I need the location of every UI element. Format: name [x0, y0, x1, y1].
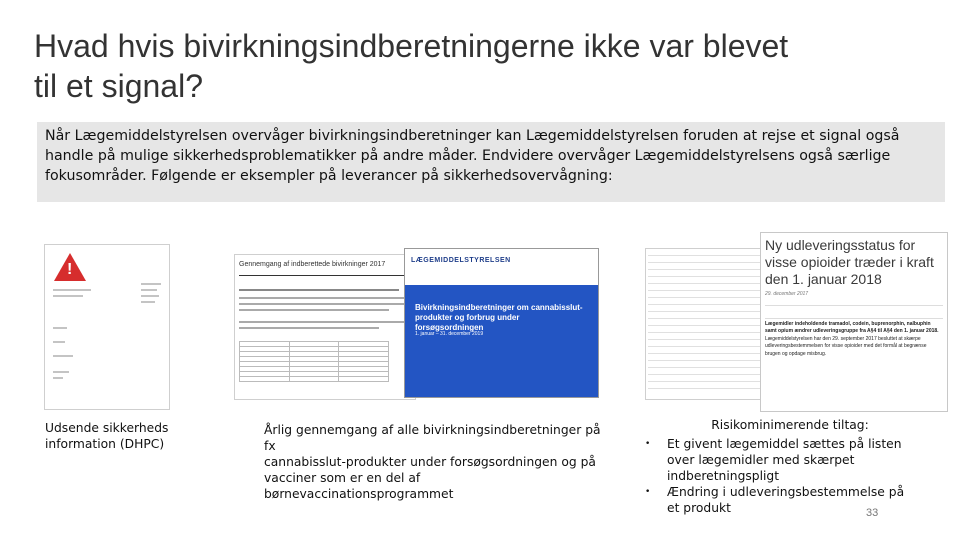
slide-title [34, 26, 934, 106]
text-line [239, 303, 407, 305]
intro-text: Når Lægemiddelstyrelsen overvåger bivirkningsindberetninger kan Lægemiddelstyrelsen foruden at rejse et signal også handle på mulige sikkerhedsproblematikker på andre måder. Endvidere overvåger Lægemiddelstyrelsens også særlige fokusområder. Følgende er eksempler på leverancer på sikkerhedsovervågning: [45, 128, 900, 184]
register-row [648, 381, 762, 382]
text-line [141, 283, 161, 285]
text-line [53, 341, 65, 343]
news-paragraph: Lægemiddelstyrelsen har den 29. september 2017 besluttet at skærpe udleveringsbestemmelsen for visse opioider med det formål at begrænse brugen og opdage misbrug. [765, 335, 927, 357]
text-line [141, 295, 159, 297]
text-line [53, 355, 73, 357]
risk-measures-title: Risikominimerende tiltag: [711, 418, 869, 432]
register-row [648, 283, 762, 284]
cover-band [405, 285, 598, 397]
register-row [648, 276, 762, 277]
dhpc-caption [45, 420, 205, 452]
register-row [648, 353, 762, 354]
cover-title: Bivirkningsindberetninger om cannabisslut-produkter og forbrug under forsøgsordningen [415, 303, 583, 332]
cannabis-report-cover [404, 248, 599, 398]
news-body [765, 321, 943, 358]
bullet-text: Et givent lægemiddel sættes på listen over lægemidler med skærpet indberetningspligt [667, 437, 902, 483]
register-row [648, 304, 762, 305]
register-row [648, 339, 762, 340]
bullet-text: Ændring i udleveringsbestemmelse på et produkt [667, 485, 905, 515]
register-row [648, 318, 762, 319]
dhpc-caption-line-1: Udsende sikkerheds [45, 421, 169, 435]
review-caption-line-1: Årlig gennemgang af alle bivirkningsindberetninger på fx [264, 423, 601, 453]
text-line [239, 289, 399, 291]
slide-title-line-2: til et signal? [34, 68, 203, 104]
text-line [141, 301, 155, 303]
dhpc-letter-thumbnail [44, 244, 170, 410]
text-line [239, 321, 407, 323]
register-row [648, 325, 762, 326]
review-caption-line-2: cannabisslut-produkter under forsøgsordningen og på [264, 455, 596, 469]
agency-logo: LÆGEMIDDELSTYRELSEN [411, 257, 511, 264]
register-list-thumbnail [645, 248, 765, 400]
news-article-thumbnail [760, 232, 948, 412]
register-row [648, 388, 762, 389]
review-caption-line-3: vacciner som er en del af børnevaccinationsprogrammet [264, 471, 454, 501]
annual-review-caption [264, 422, 604, 502]
cover-header [405, 249, 598, 285]
share-icons-bar [765, 305, 943, 319]
news-date: 29. december 2017 [765, 291, 809, 297]
text-line [53, 295, 83, 297]
text-line [141, 289, 157, 291]
text-line [239, 297, 407, 299]
text-line [239, 309, 389, 311]
page-number: 33 [866, 507, 879, 519]
register-row [648, 290, 762, 291]
list-item [645, 436, 915, 484]
risk-measures-list [645, 436, 915, 516]
text-line [53, 371, 69, 373]
slide-title-line-1: Hvad hvis bivirkningsindberetningerne ikke var blevet [34, 28, 789, 64]
review-heading: Gennemgang af indberettede bivirkninger 2017 [239, 261, 409, 276]
intro-box [37, 122, 945, 202]
bullet-icon: • [645, 439, 651, 449]
register-row [648, 255, 762, 256]
text-line [53, 377, 63, 379]
register-row [648, 374, 762, 375]
warning-triangle-icon [54, 253, 86, 281]
dhpc-caption-line-2: information (DHPC) [45, 437, 165, 451]
cover-dates: 1. januar – 31. december 2019 [415, 331, 484, 337]
register-row [648, 297, 762, 298]
register-row [648, 311, 762, 312]
news-lead: Lægemidler indeholdende tramadol, codein, buprenorphin, nalbuphin samt opium ændrer udleveringsgruppe fra A§4 til A§4 den 1. januar 2018. [765, 321, 939, 335]
annual-review-thumbnail [234, 254, 416, 400]
register-row [648, 367, 762, 368]
review-table [239, 341, 389, 382]
text-line [53, 327, 67, 329]
register-row [648, 346, 762, 347]
text-line [53, 289, 91, 291]
register-row [648, 262, 762, 263]
register-row [648, 332, 762, 333]
register-row [648, 269, 762, 270]
register-row [648, 360, 762, 361]
text-line [239, 327, 379, 329]
bullet-icon: • [645, 487, 651, 497]
news-headline: Ny udleveringsstatus for visse opioider træder i kraft den 1. januar 2018 [765, 237, 934, 287]
